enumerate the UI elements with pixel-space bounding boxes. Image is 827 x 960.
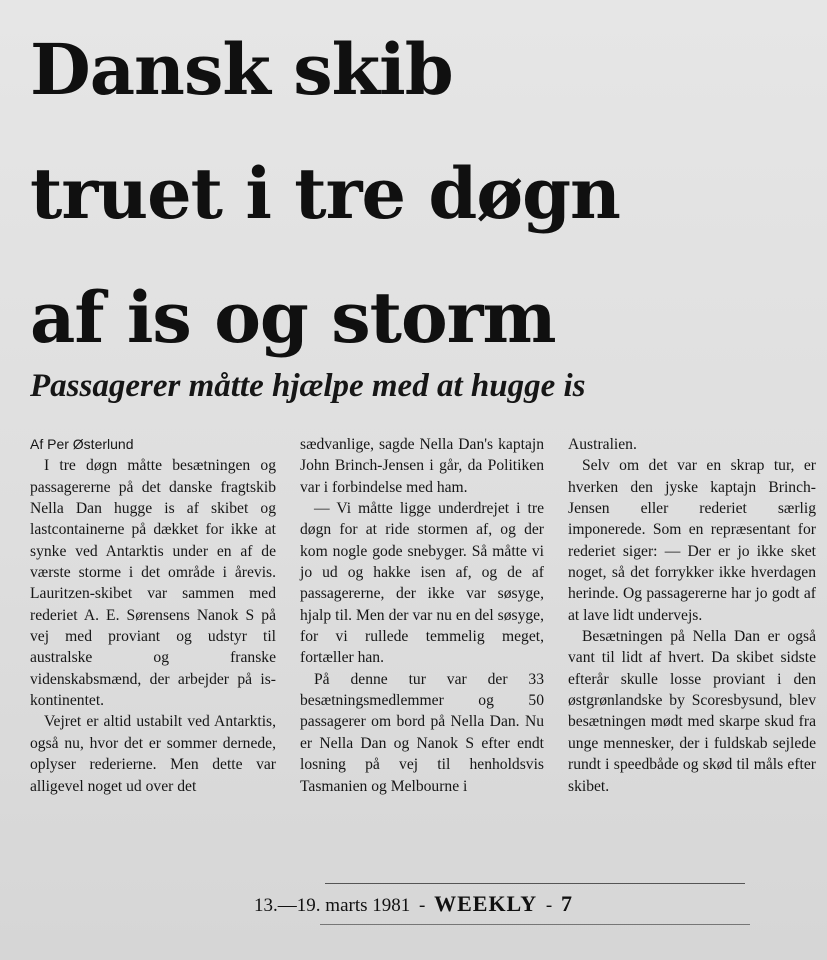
paragraph: Besætningen på Nella Dan er også vant til lidt af hvert. Da skibet sidste efterår skulle losse proviant i den østgrønlandske by Scoresbysund, blev besætningen mødt med skarpe skud fra unge mennesker, der i fuldskab sejlede rundt i speedbåde og skød til måls efter skibet. <box>568 628 816 795</box>
column-3 <box>568 434 816 797</box>
headline <box>30 8 820 380</box>
paragraph: — Vi måtte ligge underdrejet i tre døgn for at ride stormen af, og der kom nogle gode snebyger. Så måtte vi jo ud og hakke isen af, og de af passagererne, der ikke var søsyge, hjalp til. Men der var nu en del søsyge, for vi rullede temmelig meget, fortæller han. <box>300 500 544 667</box>
paragraph: Selv om det var en skrap tur, er hverken den jyske kaptajn Brinch-Jensen eller rederiet særlig imponerede. Som en repræsentant for rederiet siger: — Der er jo ikke sket noget, så det forrykker ikke hverdagen herinde. Og passagererne har jo godt af at lave lidt undervejs. <box>568 457 816 624</box>
subheadline: Passagerer måtte hjælpe med at hugge is <box>30 368 586 404</box>
column-1 <box>30 434 276 797</box>
issue-date: 13.—19. marts 1981 <box>254 895 411 916</box>
page-number: 7 <box>560 891 573 916</box>
paragraph: Vejret er altid ustabilt ved Antarktis, også nu, hvor det er sommer dernede, oplyser rederierne. Men dette var alligevel noget ud over det <box>30 713 276 795</box>
paragraph: I tre døgn måtte besætningen og passagererne på det danske fragtskib Nella Dan hugge is af skibet og lastcontainerne på dækket for ikke at synke ved Antarktis under en af de værste storme i det område i årevis. Lauritzen-skibet var sammen med rederiet A. E. Sørensens Nanok S på vej med proviant og udstyr til australske og franske videnskabsmænd, der arbejder på is-kontinentet. <box>30 457 276 710</box>
headline-line-3: af is og storm <box>30 276 556 359</box>
footer-separator: - <box>545 895 553 916</box>
footer <box>0 884 827 926</box>
paragraph: Australien. <box>568 436 637 453</box>
footer-separator: - <box>419 895 426 916</box>
byline: Af Per Østerlund <box>30 436 134 452</box>
paragraph: På denne tur var der 33 besætningsmedlemmer og 50 passagerer om bord på Nella Dan. Nu er Nella Dan og Nanok S efter endt losning på vej til henholdsvis Tasmanien og Melbourne i <box>300 670 544 795</box>
headline-line-2: truet i tre døgn <box>30 152 620 235</box>
publication-name: WEEKLY <box>434 891 538 916</box>
column-2 <box>300 434 544 797</box>
footer-bottom-rule <box>320 924 750 925</box>
paragraph: sædvanlige, sagde Nella Dan's kaptajn John Brinch-Jensen i går, da Politiken var i forbindelse med ham. <box>300 436 544 496</box>
headline-line-1: Dansk skib <box>30 28 453 111</box>
